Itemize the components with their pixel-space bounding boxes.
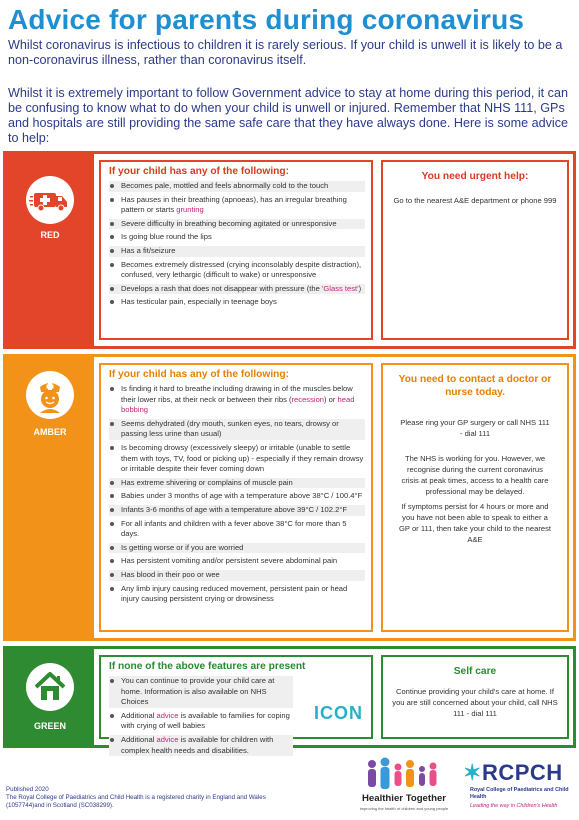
list-item [109,735,293,756]
list-item-text: Additional advice is available for children with complex health needs and disabilities. [121,734,274,755]
amber-icon-column [6,357,94,638]
list-item: Has persistent vomiting and/or persistent severe abdominal pain [109,556,365,567]
red-section [3,151,576,349]
green-action-box [381,655,569,739]
list-item: Infants 3-6 months of age with a temperature above 39°C / 102.2°F [109,505,365,516]
green-label: GREEN [33,721,66,731]
icon-logo: ICON [314,703,363,723]
list-item [109,195,365,216]
amber-section [3,354,576,641]
list-item: For all infants and children with a fever above 38°C for more than 5 days. [109,519,365,540]
red-label: RED [40,230,60,240]
list-item: Has blood in their poo or wee [109,570,365,581]
house-icon [26,663,74,711]
red-criteria-box [99,160,373,340]
amber-action-heading: You need to contact a doctor or nurse today. [398,374,552,398]
list-item: Is going blue round the lips [109,232,365,243]
ambulance-icon [26,176,74,224]
green-criteria-box [99,655,373,755]
red-icon-column [6,154,94,346]
list-item: Seems dehydrated (dry mouth, sunken eyes, no tears, drowsy or passing less urine than usual) [109,419,365,440]
list-item [109,711,293,732]
rcpch-subtitle: Royal College of Paediatrics and Child Health [470,787,569,800]
red-criteria-heading: If your child has any of the following: [109,166,289,177]
advice-link-2: advice [156,734,179,744]
amber-action-box [381,363,569,632]
charity-text: The Royal College of Paediatrics and Child Health is a registered charity in England and Wales (1057744)and in Scotland (SC038299). [6,794,266,809]
recession-link: recession [291,394,325,404]
list-item-text: Additional advice is available to families for coping with crying of well babies [121,710,290,731]
intro-paragraph-1: Whilst coronavirus is infectious to children it is rarely serious. If your child is unwell it is likely to be a non-coronavirus illness, rather than coronavirus itself. [8,38,563,67]
red-action-box [381,160,569,340]
green-action-text: Continue providing your child's care at home. If you are still concerned about your child, call NHS 111 - dial 111 [392,687,558,718]
list-item: Is getting worse or if you are worried [109,543,365,554]
amber-action-text-1: Please ring your GP surgery or call NHS 111 - dial 111 [400,418,550,438]
list-item: You can continue to provide your child care at home. Information is also available on NHS Choices [109,676,293,708]
list-item-text: Is finding it hard to breathe including drawing in of the muscles below their lower ribs, at their neck or between their ribs (recession) or head bobbing [121,384,355,415]
healthier-together-name: Healthier Together [361,793,447,804]
green-action-heading: Self care [453,666,497,677]
advice-link-1: advice [156,710,179,720]
amber-criteria-heading: If your child has any of the following: [109,369,289,380]
head-bobbing-link: head bobbing [121,394,355,415]
amber-action-text-3: If symptoms persist for 4 hours or more and you have not been able to speak to either a GP or 111, then take your child to the nearest A&E [399,502,551,544]
grunting-link: grunting [176,205,204,215]
healthier-together-tagline: improving the health of children and young people [359,806,449,811]
footer-text [6,786,286,810]
page-title: Advice for parents during coronavirus [8,4,525,35]
intro-paragraph-2: Whilst it is extremely important to follow Government advice to stay at home during this period, it can be confusing to know what to do when your child is unwell or injured. Remember that NHS 111, GPs and hospitals are still providing the same safe care that they have always done. Here is some advice to help: [8,86,569,145]
list-item: Babies under 3 months of age with a temperature above 38°C / 100.4°F [109,491,365,502]
red-action-text: Go to the nearest A&E department or phone 999 [393,196,557,205]
rcpch-star-icon: ✶ [463,760,482,785]
list-item: Becomes pale, mottled and feels abnormally cold to the touch [109,181,365,192]
rcpch-tagline: Leading the way in Children's Health [470,803,558,809]
list-item: Has a fit/seizure [109,246,365,257]
amber-criteria-box [99,363,373,632]
list-item [109,284,365,295]
list-item: Severe difficulty in breathing becoming agitated or unresponsive [109,219,365,230]
amber-label: AMBER [33,427,67,437]
rcpch-name: RCPCH [481,760,563,785]
green-criteria-heading: If none of the above features are present [109,661,306,672]
rcpch-logo [463,760,563,786]
list-item: Is becoming drowsy (excessively sleepy) or irritable (unable to settle them with toys, TV, food or picking up) - especially if they remain drowsy or irritable despite their fever coming down [109,443,365,475]
green-icon-column [6,649,94,745]
green-section [3,646,576,755]
list-item [109,384,365,416]
red-action-heading: You need urgent help: [421,171,529,182]
list-item-text: Has pauses in their breathing (apnoeas), has an irregular breathing pattern or starts grunting [121,194,347,215]
glass-test-link: 'Glass test' [321,283,359,293]
published-text: Published 2020 [6,786,49,793]
amber-action-text-2: The NHS is working for you. However, we recognise during the current coronavirus crisis at peak times, access to a health care professional may be delayed. [401,454,549,496]
list-item-text: Develops a rash that does not disappear with pressure (the 'Glass test') [121,283,362,293]
list-item: Any limb injury causing reduced movement, persistent pain or head injury causing persistent crying or drowsiness [109,584,365,605]
list-item: Has extreme shivering or complains of muscle pain [109,478,365,489]
nurse-icon [26,371,74,419]
list-item: Has testicular pain, especially in teenage boys [109,297,365,308]
list-item: Becomes extremely distressed (crying inconsolably despite distraction), confused, very lethargic (difficult to wake) or unresponsive [109,260,365,281]
